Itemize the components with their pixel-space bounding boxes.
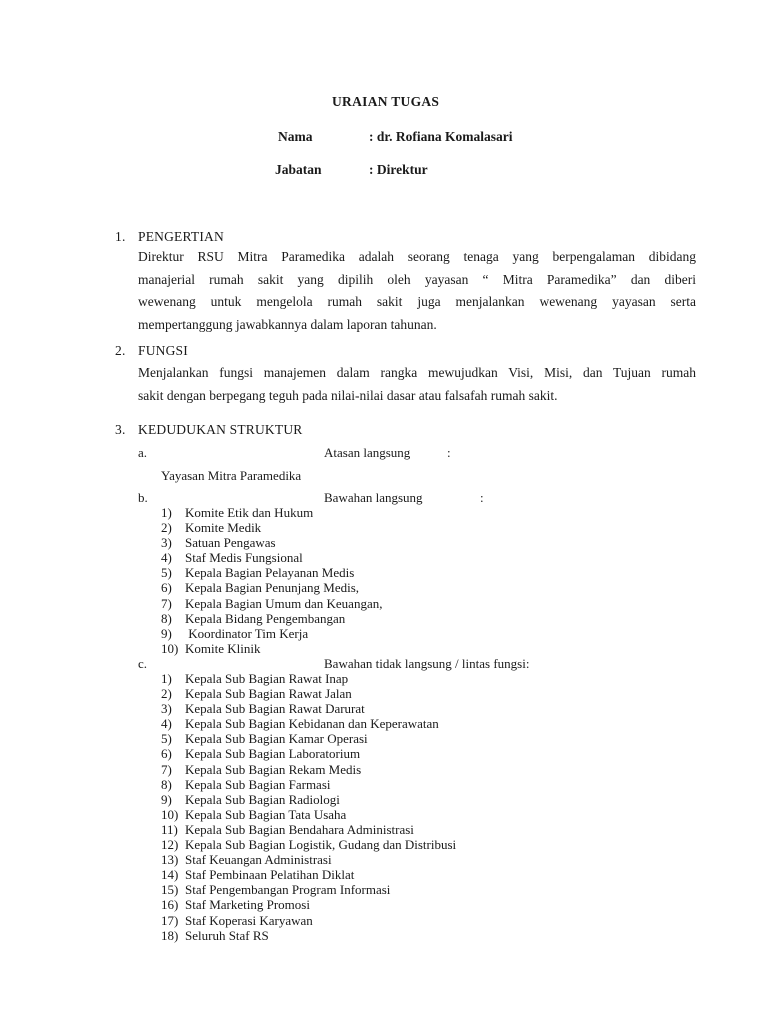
list-item-number: 2): [161, 686, 172, 702]
list-item-number: 4): [161, 550, 172, 566]
bawahan-label: Bawahan langsung: [324, 490, 423, 505]
list-item: [161, 731, 456, 746]
paragraph-pengertian: [138, 246, 696, 337]
nama-label: Nama: [278, 129, 313, 144]
list-item-text: Kepala Sub Bagian Rawat Jalan: [185, 686, 352, 702]
list-item-text: Kepala Bidang Pengembangan: [185, 610, 346, 626]
list-item-text: Staf Keuangan Administrasi: [185, 852, 332, 868]
list-item-number: 3): [161, 535, 172, 551]
subitem-marker-b: b.: [138, 490, 148, 505]
list-item-number: 7): [161, 761, 172, 777]
list-item: [161, 580, 382, 595]
bawahan-langsung-list: [161, 505, 382, 656]
list-item: [161, 535, 382, 550]
list-item-number: 9): [161, 625, 172, 641]
list-item-number: 1): [161, 671, 172, 686]
list-item-text: Kepala Sub Bagian Radiologi: [185, 791, 340, 807]
list-item-text: Kepala Sub Bagian Rekam Medis: [185, 761, 362, 777]
list-item: [161, 807, 456, 822]
list-item: [161, 641, 382, 656]
list-item-text: Kepala Bagian Pelayanan Medis: [185, 565, 355, 581]
list-item: [161, 837, 456, 852]
atasan-colon: :: [447, 445, 451, 460]
list-item-text: Kepala Sub Bagian Rawat Darurat: [185, 701, 365, 717]
subitem-marker-c: c.: [138, 656, 148, 671]
list-item-number: 14): [161, 867, 179, 883]
list-item-number: 7): [161, 595, 172, 611]
list-item: [161, 777, 456, 792]
jabatan-value: : Direktur: [369, 162, 428, 177]
atasan-label: Atasan langsung: [324, 445, 411, 460]
list-item: [161, 626, 382, 641]
section-number-pengertian: 1.: [115, 229, 126, 244]
list-item: [161, 671, 456, 686]
paragraph-line: mempertanggung jawabkannya dalam laporan tahunan.: [138, 317, 437, 333]
list-item-text: Staf Marketing Promosi: [185, 897, 310, 913]
list-item: [161, 882, 456, 897]
list-item: [161, 822, 456, 837]
list-item-text: Komite Medik: [185, 520, 262, 536]
jabatan-label: Jabatan: [275, 162, 322, 177]
list-item-text: Satuan Pengawas: [185, 535, 276, 551]
list-item: [161, 596, 382, 611]
nama-value: : dr. Rofiana Komalasari: [369, 129, 513, 144]
list-item-number: 10): [161, 806, 179, 822]
section-heading-fungsi: FUNGSI: [138, 343, 188, 358]
list-item-text: Kepala Sub Bagian Logistik, Gudang dan Distribusi: [185, 837, 457, 853]
section-heading-kedudukan: KEDUDUKAN STRUKTUR: [138, 422, 303, 437]
list-item-number: 12): [161, 837, 179, 853]
list-item: [161, 928, 456, 943]
list-item-number: 17): [161, 912, 179, 928]
list-item-number: 18): [161, 927, 179, 943]
list-item: [161, 867, 456, 882]
bawahan-colon: :: [480, 490, 484, 505]
list-item: [161, 913, 456, 928]
list-item-number: 8): [161, 776, 172, 792]
document-title: URAIAN TUGAS: [332, 94, 440, 109]
bawahan-tidak-langsung-label: Bawahan tidak langsung / lintas fungsi:: [324, 656, 530, 671]
list-item: [161, 686, 456, 701]
list-item-number: 4): [161, 716, 172, 732]
list-item-text: Kepala Bagian Penunjang Medis,: [185, 580, 360, 596]
list-item: [161, 611, 382, 626]
list-item-number: 8): [161, 610, 172, 626]
list-item-text: Komite Etik dan Hukum: [185, 505, 314, 520]
list-item-number: 10): [161, 640, 179, 656]
list-item-number: 5): [161, 565, 172, 581]
bawahan-tidak-langsung-list: [161, 671, 456, 943]
list-item-text: Kepala Bagian Umum dan Keuangan,: [185, 595, 383, 611]
list-item-text: Kepala Sub Bagian Rawat Inap: [185, 671, 349, 686]
list-item-number: 3): [161, 701, 172, 717]
list-item: [161, 550, 382, 565]
list-item-number: 6): [161, 580, 172, 596]
list-item: [161, 565, 382, 580]
list-item-text: Komite Klinik: [185, 640, 261, 656]
list-item: [161, 792, 456, 807]
list-item-text: Koordinator Tim Kerja: [185, 625, 309, 641]
list-item-number: 13): [161, 852, 179, 868]
list-item-number: 2): [161, 520, 172, 536]
list-item-number: 9): [161, 791, 172, 807]
list-item-number: 15): [161, 882, 179, 898]
list-item: [161, 762, 456, 777]
paragraph-line: Menjalankan fungsi manajemen dalam rangka mewujudkan Visi, Misi, dan Tujuan rumah: [138, 365, 696, 380]
paragraph-line: sakit dengan berpegang teguh pada nilai-nilai dasar atau falsafah rumah sakit.: [138, 387, 558, 403]
list-item-text: Kepala Sub Bagian Kamar Operasi: [185, 731, 368, 747]
list-item-number: 6): [161, 746, 172, 762]
list-item: [161, 716, 456, 731]
list-item-text: Kepala Sub Bagian Tata Usaha: [185, 806, 347, 822]
list-item: [161, 505, 382, 520]
list-item-text: Seluruh Staf RS: [185, 927, 269, 943]
list-item: [161, 701, 456, 716]
list-item-text: Kepala Sub Bagian Kebidanan dan Keperawatan: [185, 716, 439, 732]
section-heading-pengertian: PENGERTIAN: [138, 229, 224, 244]
list-item-text: Staf Koperasi Karyawan: [185, 912, 313, 928]
list-item-text: Staf Pengembangan Program Informasi: [185, 882, 391, 898]
section-number-kedudukan: 3.: [115, 422, 126, 437]
section-number-fungsi: 2.: [115, 343, 126, 358]
paragraph-fungsi: [138, 362, 696, 407]
list-item: [161, 520, 382, 535]
list-item: [161, 746, 456, 761]
paragraph-line: Direktur RSU Mitra Paramedika adalah seorang tenaga yang berpengalaman dibidang: [138, 249, 696, 264]
list-item: [161, 852, 456, 867]
list-item-text: Kepala Sub Bagian Bendahara Administrasi: [185, 821, 414, 837]
list-item-number: 5): [161, 731, 172, 747]
paragraph-line: wewenang untuk mengelola rumah sakit juga menjalankan wewenang yayasan serta: [138, 294, 696, 310]
subitem-marker-a: a.: [138, 445, 148, 460]
list-item-text: Kepala Sub Bagian Farmasi: [185, 776, 331, 792]
list-item-number: 16): [161, 897, 179, 913]
atasan-value: Yayasan Mitra Paramedika: [161, 468, 302, 483]
list-item-text: Staf Pembinaan Pelatihan Diklat: [185, 867, 355, 883]
list-item-text: Staf Medis Fungsional: [185, 550, 303, 566]
list-item-text: Kepala Sub Bagian Laboratorium: [185, 746, 361, 762]
list-item: [161, 897, 456, 912]
list-item-number: 11): [161, 821, 178, 837]
paragraph-line: manajerial rumah sakit yang dipilih oleh yayasan “ Mitra Paramedika” dan diberi: [138, 271, 696, 287]
list-item-number: 1): [161, 505, 172, 520]
